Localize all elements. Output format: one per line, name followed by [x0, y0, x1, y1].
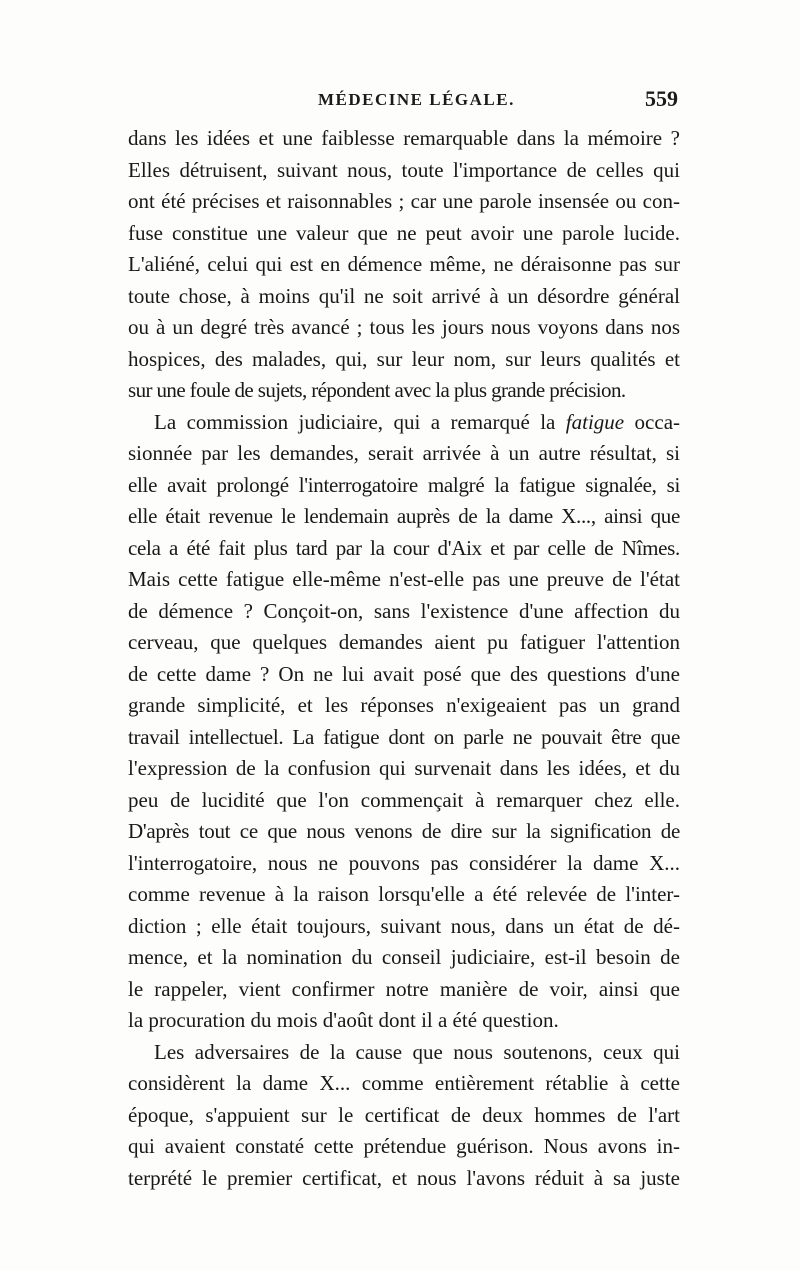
- text-line: mence, et la nomination du conseil judiciaire, est-il besoin de: [128, 945, 680, 969]
- text-line: Elles détruisent, suivant nous, toute l'importance de celles qui: [128, 157, 680, 182]
- page-number: 559: [645, 86, 678, 111]
- text-line: l'expression de la confusion qui survenait dans les idées, et du: [128, 756, 680, 780]
- text-line: elle avait prolongé l'interrogatoire malgré la fatigue signalée, si: [128, 472, 680, 497]
- text-line: dans les idées et une faiblesse remarquable dans la mémoire ?: [128, 126, 680, 150]
- text-line: époque, s'appuient sur le certificat de deux hommes de l'art: [128, 1102, 680, 1127]
- text-line: elle était revenue le lendemain auprès de la dame X..., ainsi que: [128, 504, 680, 528]
- text-line: L'aliéné, celui qui est en démence même, ne déraisonne pas sur: [128, 252, 680, 276]
- text-line: grande simplicité, et les réponses n'exigeaient pas un grand: [128, 693, 680, 717]
- text-line: ont été précises et raisonnables ; car une parole insensée ou con-: [128, 189, 680, 213]
- text-line: ou à un degré très avancé ; tous les jours nous voyons dans nos: [128, 315, 680, 339]
- text-line: hospices, des malades, qui, sur leur nom, sur leurs qualités et: [128, 346, 680, 371]
- body-text: [128, 123, 680, 1194]
- italic-word: fatigue: [565, 409, 625, 434]
- text-line: qui avaient constaté cette prétendue guérison. Nous avons in-: [128, 1134, 680, 1158]
- text-line: comme revenue à la raison lorsqu'elle a été relevée de l'inter-: [128, 882, 680, 906]
- text-line: cela a été fait plus tard par la cour d'Aix et par celle de Nîmes.: [128, 535, 680, 560]
- text-line: terprété le premier certificat, et nous l'avons réduit à sa juste: [128, 1165, 680, 1190]
- text-line: l'interrogatoire, nous ne pouvons pas considérer la dame X...: [128, 850, 680, 875]
- running-title: MÉDECINE LÉGALE.: [318, 90, 515, 109]
- text-line: de démence ? Conçoit-on, sans l'existence d'une affection du: [128, 598, 680, 623]
- text-line: sionnée par les demandes, serait arrivée à un autre résultat, si: [128, 441, 680, 465]
- text-line: travail intellectuel. La fatigue dont on parle ne pouvait être que: [128, 724, 680, 749]
- text-line: toute chose, à moins qu'il ne soit arrivé à un désordre général: [128, 283, 680, 308]
- text-line: fuse constitue une valeur que ne peut avoir une parole lucide.: [128, 220, 680, 245]
- text-line: de cette dame ? On ne lui avait posé que des questions d'une: [128, 661, 680, 686]
- text-line: la procuration du mois d'août dont il a été question.: [128, 1008, 559, 1032]
- text-line: le rappeler, vient confirmer notre manière de voir, ainsi que: [128, 976, 680, 1001]
- text-line: sur une foule de sujets, répondent avec la plus grande précision.: [128, 378, 626, 402]
- text-line: considèrent la dame X... comme entièrement rétablie à cette: [128, 1071, 680, 1095]
- text-span: La commission judiciaire, qui a remarqué la: [154, 409, 556, 434]
- text-line: peu de lucidité que l'on commençait à remarquer chez elle.: [128, 787, 680, 812]
- page-header: [128, 86, 678, 116]
- text-span: occa-: [634, 409, 681, 434]
- text-line: Mais cette fatigue elle-même n'est-elle pas une preuve de l'état: [128, 567, 680, 591]
- paragraph-first-line: [128, 407, 680, 439]
- text-line: cerveau, que quelques demandes aient pu fatiguer l'attention: [128, 630, 680, 654]
- paragraph-first-line: Les adversaires de la cause que nous soutenons, ceux qui: [154, 1039, 680, 1064]
- text-line: D'après tout ce que nous venons de dire sur la signification de: [128, 819, 680, 843]
- text-line: diction ; elle était toujours, suivant nous, dans un état de dé-: [128, 913, 680, 938]
